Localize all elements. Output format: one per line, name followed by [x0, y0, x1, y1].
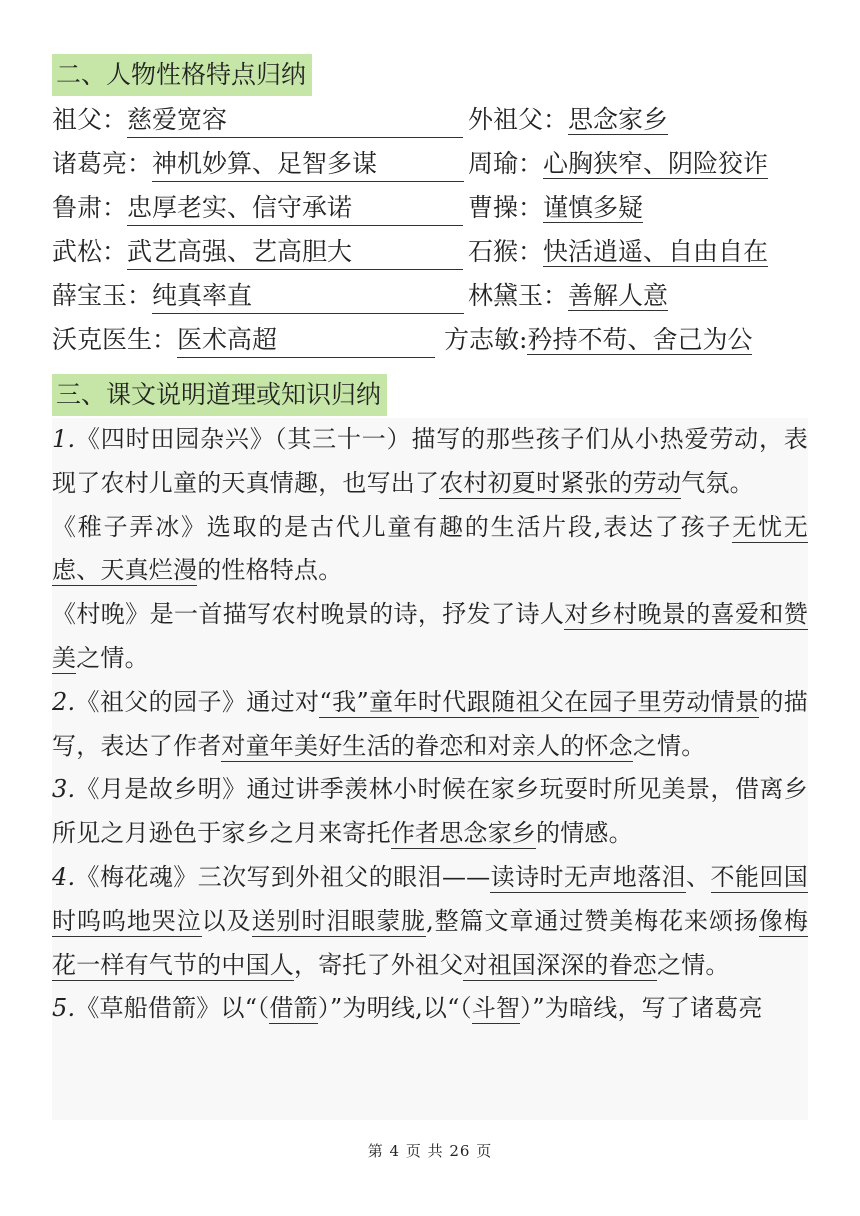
trait-left — [52, 274, 464, 318]
trait-answer: 慈爱宽容 — [127, 103, 463, 138]
trait-right — [468, 142, 768, 186]
text-segment: 气氛。 — [681, 468, 754, 497]
trait-answer: 思念家乡 — [568, 105, 669, 134]
trait-left — [52, 186, 463, 230]
text-segment: 《村晚》是一首描写农村晚景的诗，抒发了诗人 — [52, 600, 565, 629]
text-segment: 《祖父的园子》通过对 — [75, 687, 320, 716]
text-segment: ）”为暗线，写了诸葛亮 — [520, 994, 763, 1023]
underlined-answer: 送别时泪眼蒙胧 — [251, 906, 427, 935]
item-number: 1. — [52, 425, 76, 453]
character-name: 武松： — [52, 237, 128, 266]
summary-paragraph — [52, 768, 808, 856]
summary-paragraph — [52, 856, 808, 987]
underlined-answer: 像梅花一样有气节的中国人 — [52, 906, 809, 979]
trait-answer: 心胸狭窄、阴险狡诈 — [543, 149, 769, 178]
character-name: 诸葛亮： — [52, 149, 153, 178]
character-name: 方志敏: — [444, 325, 528, 354]
summary-paragraph — [52, 506, 808, 594]
character-name: 外祖父： — [468, 105, 569, 134]
trait-answer: 医术高超 — [177, 323, 435, 358]
trait-answer: 纯真率直 — [152, 279, 464, 314]
underlined-answer: 斗智 — [471, 994, 521, 1023]
character-name: 周瑜： — [468, 149, 544, 178]
underlined-answer: 不能回国时呜呜地哭泣 — [52, 862, 808, 935]
character-name: 曹操： — [468, 193, 544, 222]
text-segment: 以及 — [201, 906, 252, 935]
text-segment: 的情感。 — [536, 819, 633, 848]
underlined-answer: 对童年美好生活的眷恋和对亲人的怀念 — [221, 731, 633, 760]
underlined-answer: 对乡村晚景的喜爱和赞美 — [52, 600, 809, 672]
trait-right — [468, 230, 768, 274]
character-name: 石猴： — [468, 237, 544, 266]
trait-left — [52, 98, 463, 142]
item-number: 4. — [52, 862, 76, 891]
text-segment: 《梅花魂》三次写到外祖父的眼泪—— — [75, 862, 491, 891]
trait-answer: 神机妙算、足智多谋 — [152, 147, 464, 182]
text-segment: 、 — [686, 862, 711, 891]
trait-right — [444, 318, 752, 362]
trait-left — [52, 142, 464, 186]
underlined-answer: 农村初夏时紧张的劳动 — [439, 468, 682, 497]
trait-answer: 谨慎多疑 — [543, 193, 644, 222]
underlined-answer: “我”童年时代跟随祖父在园子里劳动情景 — [319, 687, 760, 716]
section-heading-character-traits: 二、人物性格特点归纳 — [52, 54, 312, 96]
text-segment: 的性格特点。 — [197, 556, 343, 585]
underlined-answer: 读诗时无声地落泪 — [490, 862, 687, 891]
trait-answer: 忠厚老实、信守承诺 — [127, 191, 463, 226]
item-number: 2. — [52, 687, 76, 716]
trait-right — [468, 274, 668, 318]
text-segment: 之情。 — [632, 731, 706, 760]
summary-paragraph — [52, 987, 808, 1031]
character-name: 祖父： — [52, 105, 128, 134]
trait-answer: 快活逍遥、自由自在 — [543, 237, 769, 266]
summary-paragraph — [52, 418, 808, 506]
text-segment: 《草船借箭》以“（ — [75, 994, 270, 1023]
text-segment: ）”为明线,以“（ — [317, 994, 472, 1023]
trait-left — [52, 318, 435, 362]
item-number: 5. — [52, 994, 76, 1023]
text-segment: 之情。 — [76, 643, 149, 672]
section-heading-lessons-summary: 三、课文说明道理或知识归纳 — [52, 374, 387, 416]
character-name: 林黛玉： — [468, 281, 569, 310]
underlined-answer: 对祖国深深的眷恋 — [463, 950, 658, 979]
character-name: 沃克医生： — [52, 325, 178, 354]
page-number: 第 4 页 共 26 页 — [367, 1142, 493, 1160]
trait-right — [468, 186, 643, 230]
text-segment: ,整篇文章通过赞美梅花来颂扬 — [426, 906, 759, 935]
underlined-answer: 无忧无虑、天真烂漫 — [52, 512, 809, 585]
trait-right — [468, 98, 668, 142]
character-name: 薛宝玉： — [52, 281, 153, 310]
text-segment: ，寄托了外祖父 — [294, 950, 464, 979]
trait-answer: 武艺高强、艺高胆大 — [127, 235, 463, 270]
summary-paragraph — [52, 593, 808, 681]
trait-answer: 善解人意 — [568, 281, 669, 310]
underlined-answer: 借箭 — [269, 994, 318, 1023]
lessons-summary-content — [52, 418, 808, 1120]
character-name: 鲁肃： — [52, 193, 128, 222]
text-segment: 之情。 — [657, 950, 730, 979]
underlined-answer: 作者思念家乡 — [390, 819, 537, 848]
text-segment: 的描写，表达了作者 — [52, 687, 808, 760]
text-segment: 《四时田园杂兴》（其三十一）描写的那些孩子们从小热爱劳动，表现了农村儿童的天真情趣，也写出了 — [52, 425, 808, 497]
trait-left — [52, 230, 463, 274]
trait-answer: 矜持不苟、舍己为公 — [527, 325, 753, 354]
summary-paragraph — [52, 681, 808, 769]
text-segment: 《稚子弄冰》选取的是古代儿童有趣的生活片段,表达了孩子 — [52, 512, 733, 541]
item-number: 3. — [52, 775, 76, 804]
text-segment: 《月是故乡明》通过讲季羡林小时候在家乡玩耍时所见美景，借离乡所见之月逊色于家乡之月来寄托 — [52, 775, 808, 848]
